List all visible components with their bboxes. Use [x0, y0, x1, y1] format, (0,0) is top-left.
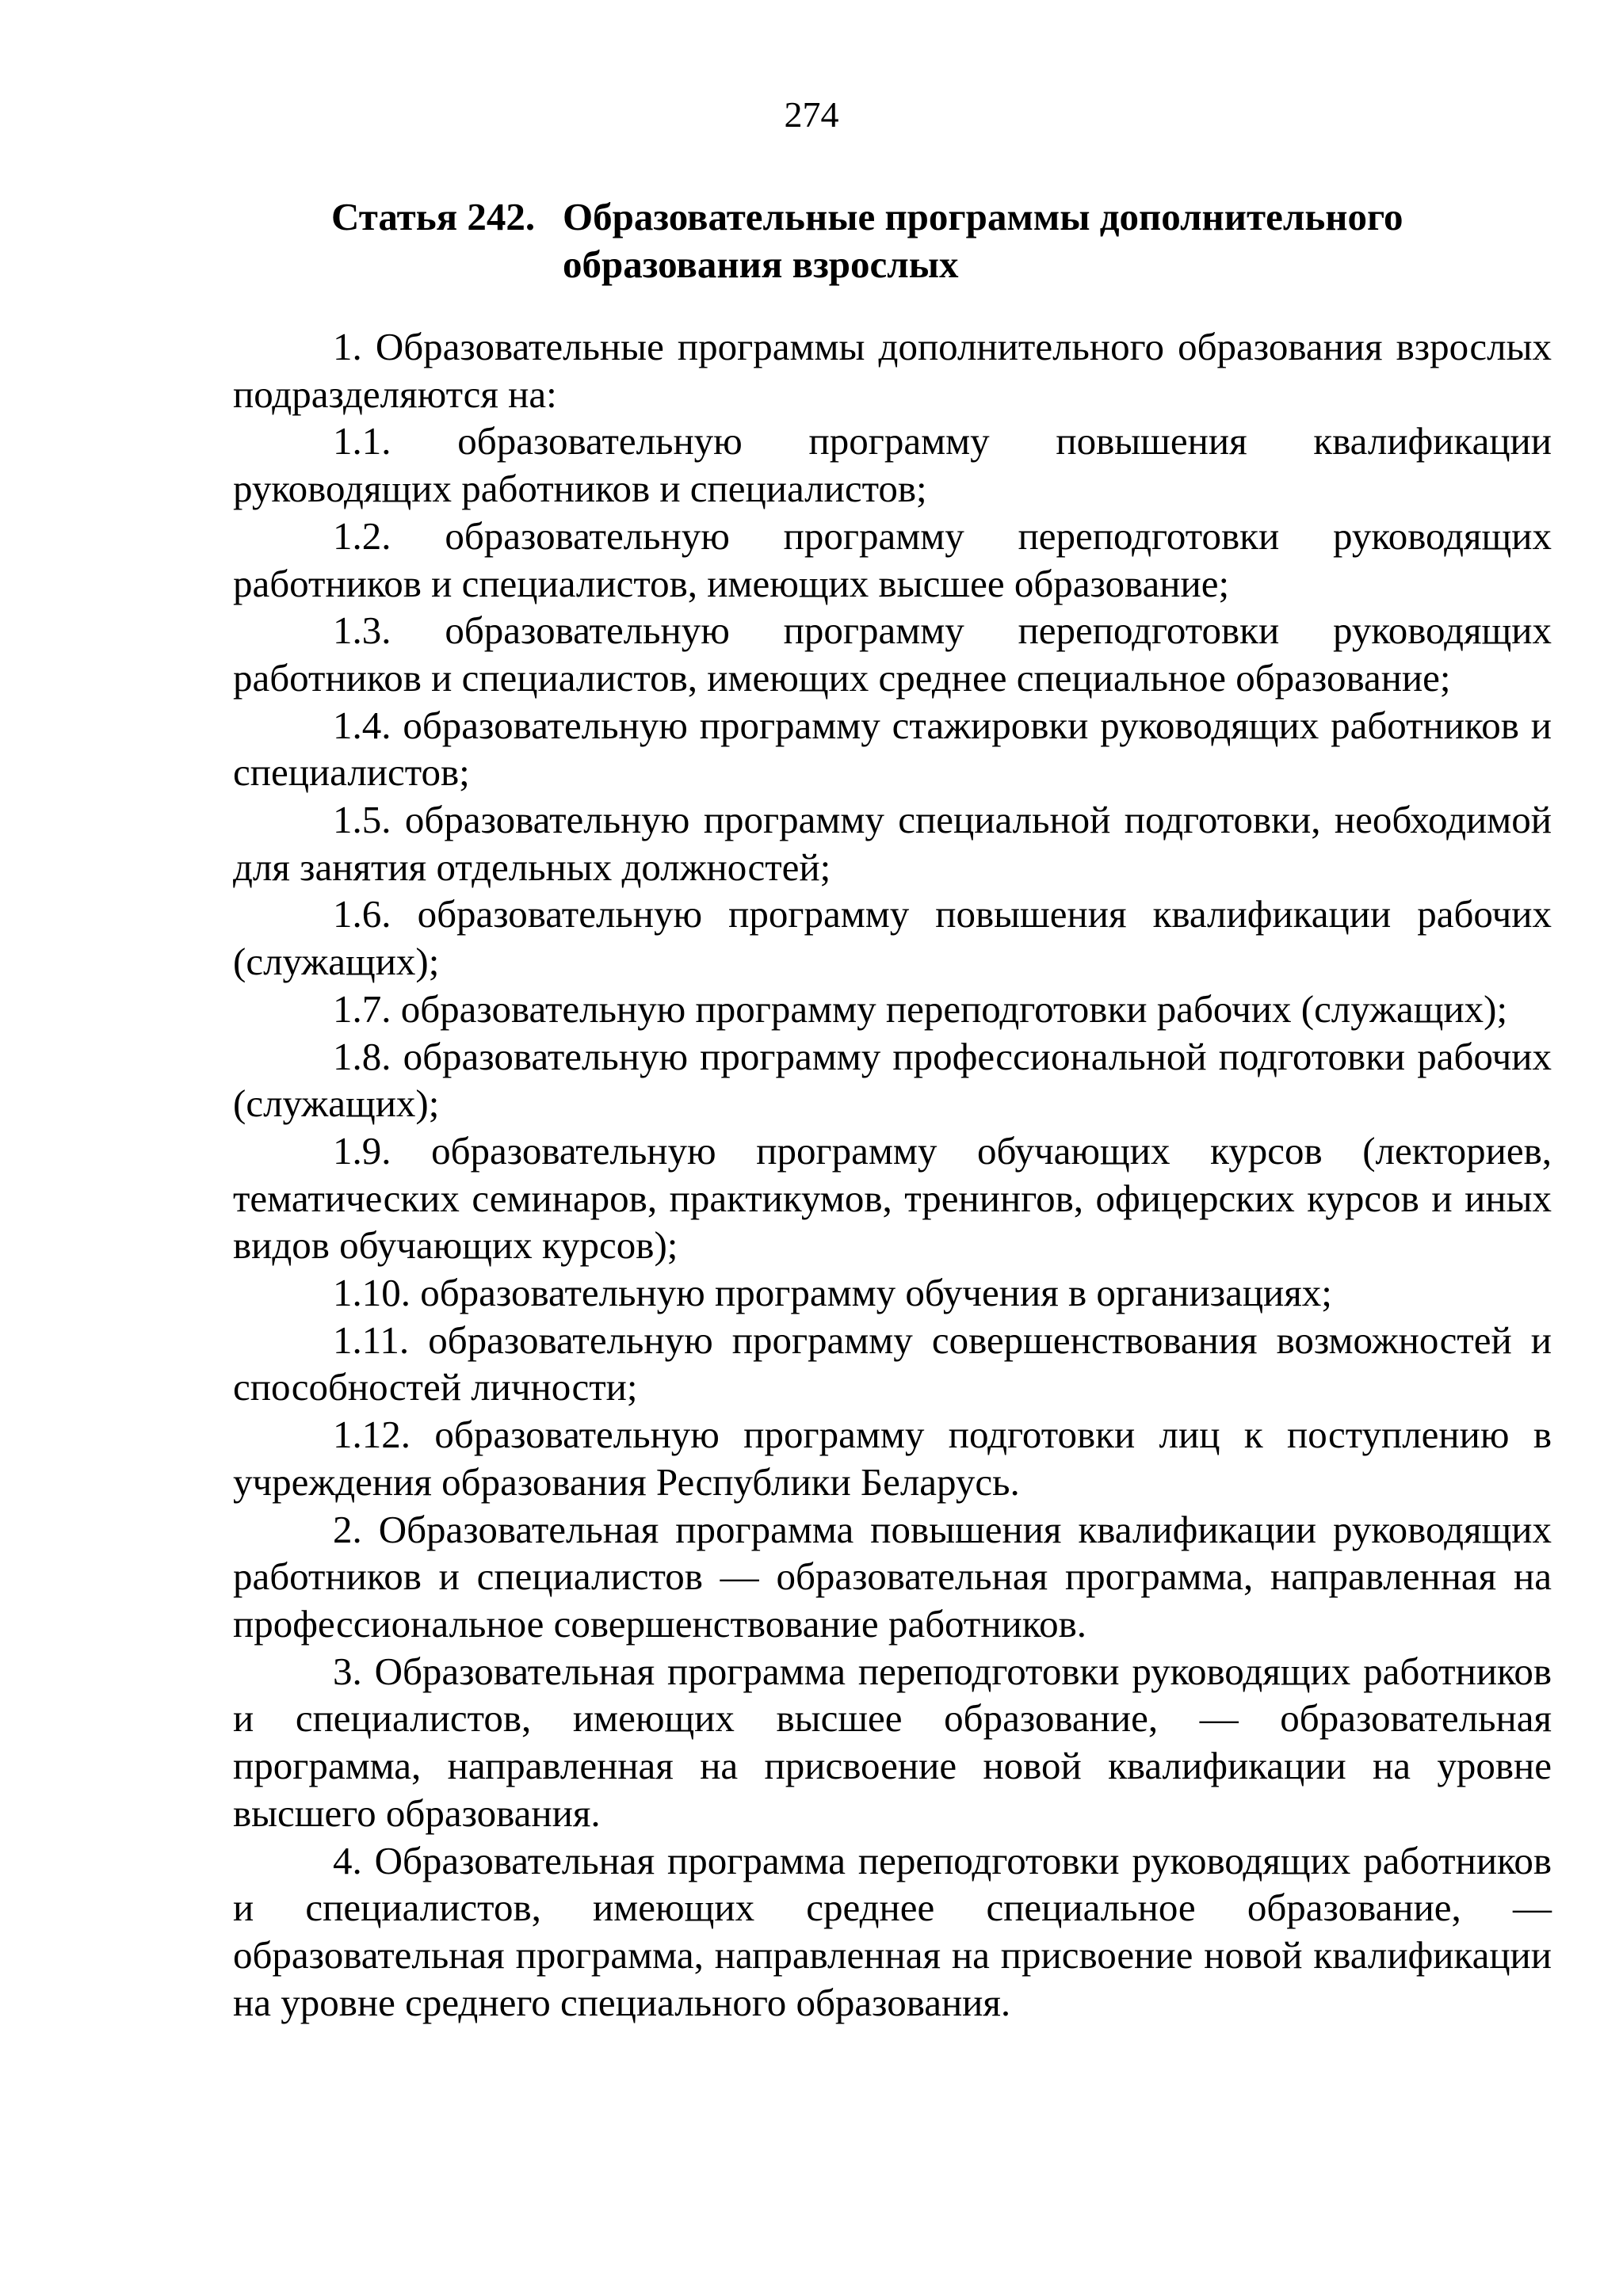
paragraph-text: образовательную программу совершенствования возможностей и способностей личности; [233, 1318, 1552, 1409]
paragraph [233, 1269, 1552, 1317]
paragraph-text: образовательную программу подготовки лиц к поступлению в учреждения образования Республики Беларусь. [233, 1413, 1552, 1504]
paragraph [233, 796, 1552, 891]
paragraph-number: 1.2. [333, 513, 391, 558]
paragraph-text: Образовательные программы дополнительного образования взрослых подразделяются на: [233, 325, 1552, 416]
paragraph-text: Образовательная программа переподготовки руководящих работников и специалистов, имеющих среднее специальное образование, — образовательная программа, направленная на присвоение новой квалификации на уровне среднего специального образования. [233, 1838, 1552, 2024]
paragraph-number: 1.11. [333, 1318, 410, 1362]
paragraph-text: образовательную программу повышения квалификации руководящих работников и специалистов; [233, 419, 1552, 511]
paragraph-text: образовательную программу стажировки руководящих работников и специалистов; [233, 703, 1552, 795]
page-number: 274 [784, 94, 839, 135]
paragraph-number: 1.7. [333, 986, 391, 1031]
paragraph [233, 1837, 1552, 2027]
paragraph [233, 1127, 1552, 1269]
article-body [233, 323, 1552, 2026]
paragraph [233, 1411, 1552, 1505]
paragraph [233, 607, 1552, 701]
paragraph-number: 1.8. [333, 1034, 391, 1078]
paragraph [233, 891, 1552, 985]
paragraph [233, 513, 1552, 607]
paragraph-number: 4. [333, 1838, 362, 1882]
paragraph-number: 1. [333, 325, 362, 368]
paragraph [233, 418, 1552, 512]
paragraph [233, 1506, 1552, 1648]
paragraph [233, 1033, 1552, 1127]
paragraph-text: Образовательная программа переподготовки руководящих работников и специалистов, имеющих высшее образование, — образовательная программа, направленная на присвоение новой квалификации на уровне высшего образования. [233, 1649, 1552, 1835]
article-label: Статья 242. [331, 195, 536, 238]
paragraph-text: Образовательная программа повышения квалификации руководящих работников и специалистов — образовательная программа, направленная на профессиональное совершенствование работников. [233, 1507, 1552, 1646]
paragraph [233, 702, 1552, 796]
paragraph-number: 1.9. [333, 1128, 391, 1173]
article-heading [331, 193, 1520, 288]
paragraph-text: образовательную программу переподготовки рабочих (служащих); [400, 986, 1508, 1031]
paragraph-number: 2. [333, 1507, 362, 1551]
paragraph-number: 1.10. [333, 1271, 411, 1315]
paragraph-number: 1.5. [333, 798, 391, 842]
paragraph [233, 1317, 1552, 1411]
paragraph [233, 1648, 1552, 1837]
paragraph-text: образовательную программу специальной подготовки, необходимой для занятия отдельных должностей; [233, 798, 1552, 889]
paragraph [233, 986, 1552, 1033]
paragraph-text: образовательную программу переподготовки руководящих работников и специалистов, имеющих высшее образование; [233, 513, 1552, 605]
paragraph-number: 1.6. [333, 892, 391, 936]
paragraph-number: 1.3. [333, 608, 391, 653]
paragraph-text: образовательную программу профессиональной подготовки рабочих (служащих); [233, 1034, 1552, 1126]
article-heading-row-1 [331, 193, 1520, 241]
paragraph-number: 1.12. [333, 1413, 411, 1457]
article-title-line-1: Образовательные программы дополнительного [563, 195, 1403, 238]
paragraph-text: образовательную программу обучения в организациях; [420, 1271, 1332, 1315]
paragraph-number: 3. [333, 1649, 362, 1693]
paragraph-text: образовательную программу повышения квалификации рабочих (служащих); [233, 892, 1552, 984]
article-title-line-2: образования взрослых [563, 242, 959, 286]
article-label-spacer [331, 241, 563, 288]
paragraph-number: 1.4. [333, 703, 391, 747]
paragraph [233, 323, 1552, 418]
article-heading-row-2 [331, 241, 1520, 288]
paragraph-number: 1.1. [333, 419, 391, 463]
paragraph-text: образовательную программу переподготовки руководящих работников и специалистов, имеющих среднее специальное образование; [233, 608, 1552, 700]
paragraph-text: образовательную программу обучающих курсов (лекториев, тематических семинаров, практикумов, тренингов, офицерских курсов и иных видов обучающих курсов); [233, 1128, 1552, 1268]
